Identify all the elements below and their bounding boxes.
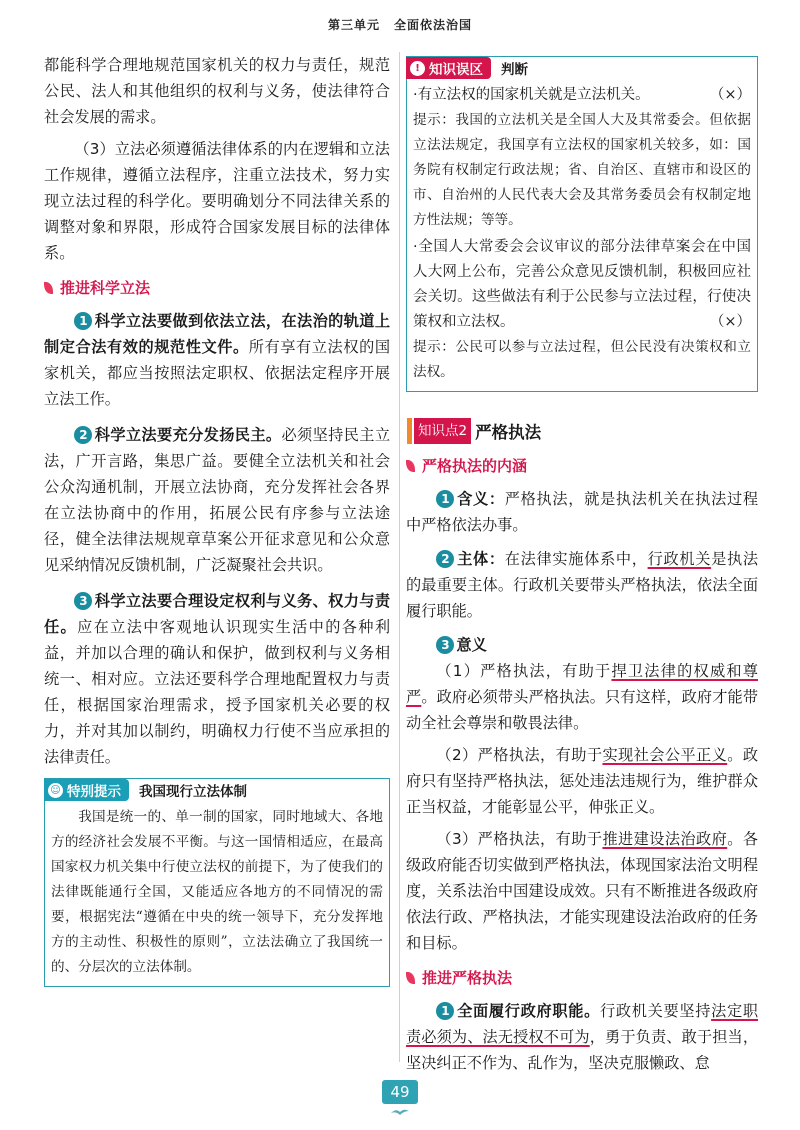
number-badge: 3 <box>436 636 454 654</box>
tip-tag: ☺ 特别提示 <box>44 779 129 801</box>
leaf-icon <box>44 282 53 294</box>
significance-1: （1）严格执法，有助于捍卫法律的权威和尊严。政府必须带头严格执法。只有这样，政府才能带动全社会尊崇和敬畏法律。 <box>406 662 759 732</box>
page-header <box>0 0 800 50</box>
leaf-icon <box>406 460 415 472</box>
concept-significance: 3 意义 <box>406 632 758 658</box>
special-tip-box <box>44 778 390 987</box>
number-badge: 3 <box>74 592 92 610</box>
number-badge: 1 <box>74 312 92 330</box>
tip-title: 我国现行立法体制 <box>139 784 247 800</box>
number-badge: 2 <box>74 426 92 444</box>
bird-icon <box>390 1108 410 1116</box>
leaf-icon <box>406 972 415 984</box>
enforcement-point-1: 1 全面履行政府职能。行政机关要坚持法定职责必须为、法无授权不可为，勇于负责、敢于担当，坚决纠正不作为、乱作为，坚决克服懒政、怠 <box>406 1002 759 1072</box>
knowledge-point-heading <box>406 418 758 444</box>
page-number: 49 <box>382 1080 418 1104</box>
answer-mark: （×） <box>709 314 751 330</box>
unit-title: 全面依法治国 <box>394 18 473 32</box>
section-heading: 严格执法的内涵 <box>406 454 758 478</box>
paragraph: （3）立法必须遵循法律体系的内在逻辑和立法工作规律，遵循立法程序，注重立法技术，努力实现立法过程的科学化。要明确划分不同法律关系的调整对象和界限，形成符合国家发展目标的法律体系。 <box>44 140 390 262</box>
hint-1: 提示：我国的立法机关是全国人大及其常委会。但依据立法法规定，我国享有立法权的国家机关较多，如：国务院有权制定行政法规；省、自治区、直辖市和设区的市、自治州的人民代表大会及其常务委员会有权制定地方性法规；等等。 <box>413 112 751 228</box>
number-badge: 2 <box>436 550 454 568</box>
section-heading: 推进严格执法 <box>406 966 758 990</box>
knowledge-point-tag: 知识点2 <box>414 418 471 444</box>
left-column <box>44 52 390 987</box>
misconception-title: 判断 <box>501 62 528 78</box>
significance-3: （3）严格执法，有助于推进建设法治政府。各级政府能否切实做到严格执法，体现国家法治文明程度，关系法治中国建设成效。只有不断推进各级政府依法行政、严格执法，才能实现建设法治政府的任务和目标。 <box>406 830 759 952</box>
misconception-box <box>406 56 758 392</box>
point-2: 2 科学立法要充分发扬民主。必须坚持民主立法，广开言路，集思广益。要健全立法机关和社会公众沟通机制，开展立法协商，充分发挥社会各界在立法协商中的作用，拓展公民有序参与立法途径，健全法律法规规章草案公开征求意见和公众意见采纳情况反馈机制，广泛凝聚社会共识。 <box>44 426 391 574</box>
concept-meaning: 1 含义：严格执法，就是执法机关在执法过程中严格依法办事。 <box>406 490 759 534</box>
column-divider <box>399 52 400 1062</box>
right-column <box>406 52 758 1076</box>
knowledge-point-title: 严格执法 <box>475 423 542 442</box>
paragraph: 都能科学合理地规范国家机关的权力与责任，规范公民、法人和其他组织的权利与义务，使法律符合社会发展的需求。 <box>44 56 390 126</box>
question-2: ·全国人大常委会会议审议的部分法律草案会在中国人大网上公布，完善公众意见反馈机制，积极回应社会关切。这些做法有利于公民参与立法过程，行使决策权和立法权。 （×） <box>413 235 751 335</box>
concept-subject: 2 主体：在法律实施体系中，行政机关是执法的最重要主体。行政机关要带头严格执法，依法全面履行职能。 <box>406 550 759 620</box>
number-badge: 1 <box>436 490 454 508</box>
section-heading: 推进科学立法 <box>44 276 390 300</box>
point-1: 1 科学立法要做到依法立法，在法治的轨道上制定合法有效的规范性文件。所有享有立法权的国家机关，都应当按照法定职权、依据法定程序开展立法工作。 <box>44 312 391 408</box>
misconception-tag: ! 知识误区 <box>406 57 491 79</box>
tip-text: 我国是统一的、单一制的国家，同时地域大、各地方的经济社会发展不平衡。与这一国情相适应，在最高国家权力机关集中行使立法权的前提下，为了使我们的法律既能通行全国，又能适应各地方的不同情况的需要，根据宪法“遵循在中央的统一领导下，充分发挥地方的主动性、积极性的原则”，立法法确立了我国统一的、分层次的立法体制。 <box>51 809 383 975</box>
alert-icon: ! <box>410 61 425 76</box>
point-3: 3 科学立法要合理设定权利与义务、权力与责任。应在立法中客观地认识现实生活中的各种利益，并加以合理的确认和保护，做到权利与义务相统一、相对应。立法还要科学合理地配置权力与责任，根据国家治理需求，授予国家机关必要的权力，并对其加以制约，明确权力行使不当应承担的法律责任。 <box>44 592 391 766</box>
number-badge: 1 <box>436 1002 454 1020</box>
question-1: ·有立法权的国家机关就是立法机关。 （×） <box>413 83 751 108</box>
smile-icon: ☺ <box>48 783 63 798</box>
answer-mark: （×） <box>709 87 751 103</box>
unit-label: 第三单元 <box>327 18 380 32</box>
hint-2: 提示：公民可以参与立法过程，但公民没有决策权和立法权。 <box>413 339 751 380</box>
significance-2: （2）严格执法，有助于实现社会公平正义。政府只有坚持严格执法，惩处违法违规行为，维护群众正当权益，才能彰显公平，伸张正义。 <box>406 746 759 816</box>
